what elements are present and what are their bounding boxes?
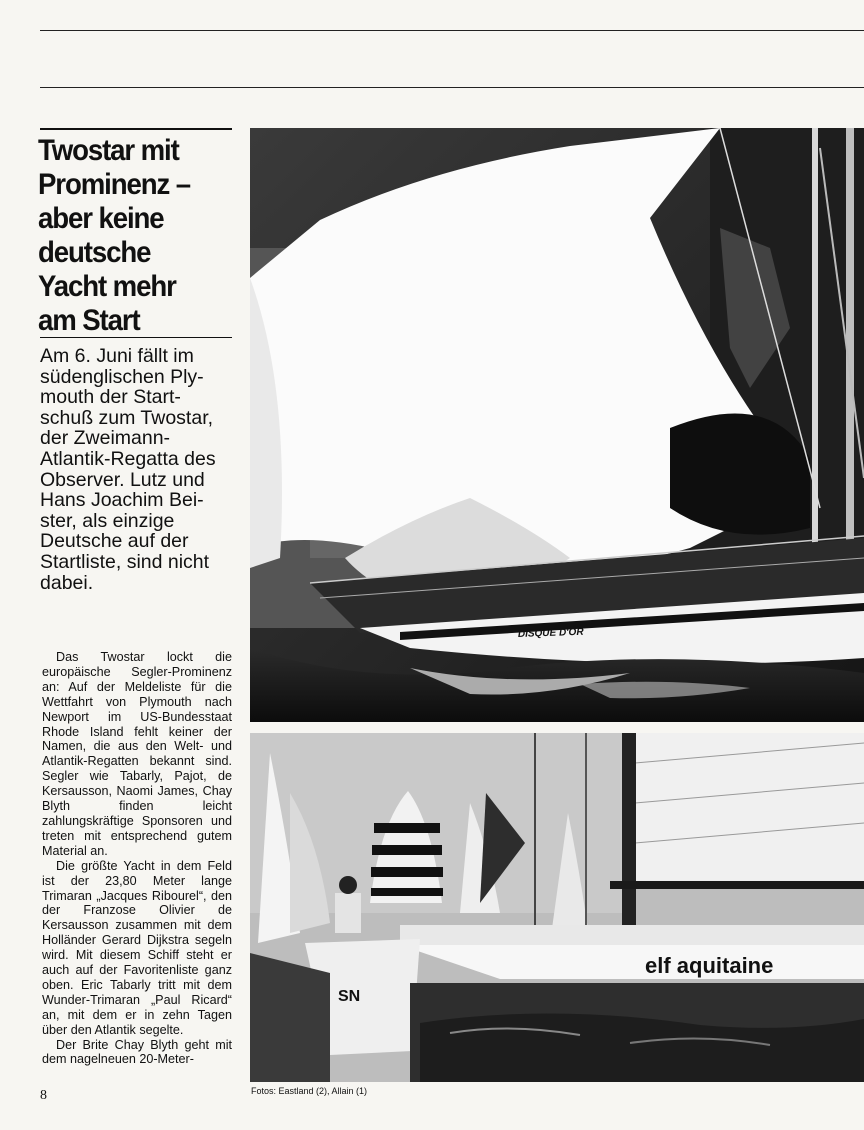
photo-credit: Fotos: Eastland (2), Allain (1) [251,1086,368,1096]
hull-sponsor-text: elf aquitaine [645,953,774,978]
body-paragraph: Der Brite Chay Blyth geht mit dem nagelneuen 20-Meter- [42,1037,232,1067]
headline-rule-bottom [40,337,232,338]
body-paragraph: Das Twostar lockt die europäische Segler-Prominenz an: Auf der Meldeliste für die Wettfahrt von Plymouth nach Newport im US-Bundesstaat Rhode Island fehlt keiner der Namen, die aus den Welt- und Atlantik-Regatten bekannt sind. Segler wie Tabarly, Pajot, de Kersausson, Naomi James, Chay Blyth finden leicht zahlungskräftige Sponsoren und treten mit entsprechend gutem Material an. [42,650,232,858]
photo-trimaran-start [250,733,864,1082]
page-number: 8 [40,1088,47,1103]
headline: Twostar mit Prominenz – aber keine deutsche Yacht mehr am Start [38,134,190,337]
photo-yacht-spinnaker [250,128,864,722]
top-rule [40,30,864,31]
lead-paragraph: Am 6. Juni fällt im südenglischen Ply- mouth der Start- schuß zum Twostar, der Zweimann- Atlantik-Regatta des Observer. Lutz und Hans Joachim Bei- ster, als einzige Deutsche auf der Startliste, sind nicht dabei. [40,345,216,594]
header-rule [40,87,864,88]
hull-name-text: DISQUE D'OR [517,626,584,640]
sail-number-text: SN [338,988,361,1005]
headline-rule-top [40,128,232,130]
body-paragraph: Die größte Yacht in dem Feld ist der 23,80 Meter lange Trimaran „Jacques Ribourel“, den der Franzose Olivier de Kersausson zusammen mit dem Holländer Gerard Dijkstra segeln wird. Mit diesem Schiff steht er auch auf der Favoritenliste ganz oben. Eric Tabarly tritt mit dem Wunder-Trimaran „Paul Ricard“ an, mit dem er in zehn Tagen über den Atlantik segelte. [42,858,232,1037]
article-body [42,650,232,1067]
